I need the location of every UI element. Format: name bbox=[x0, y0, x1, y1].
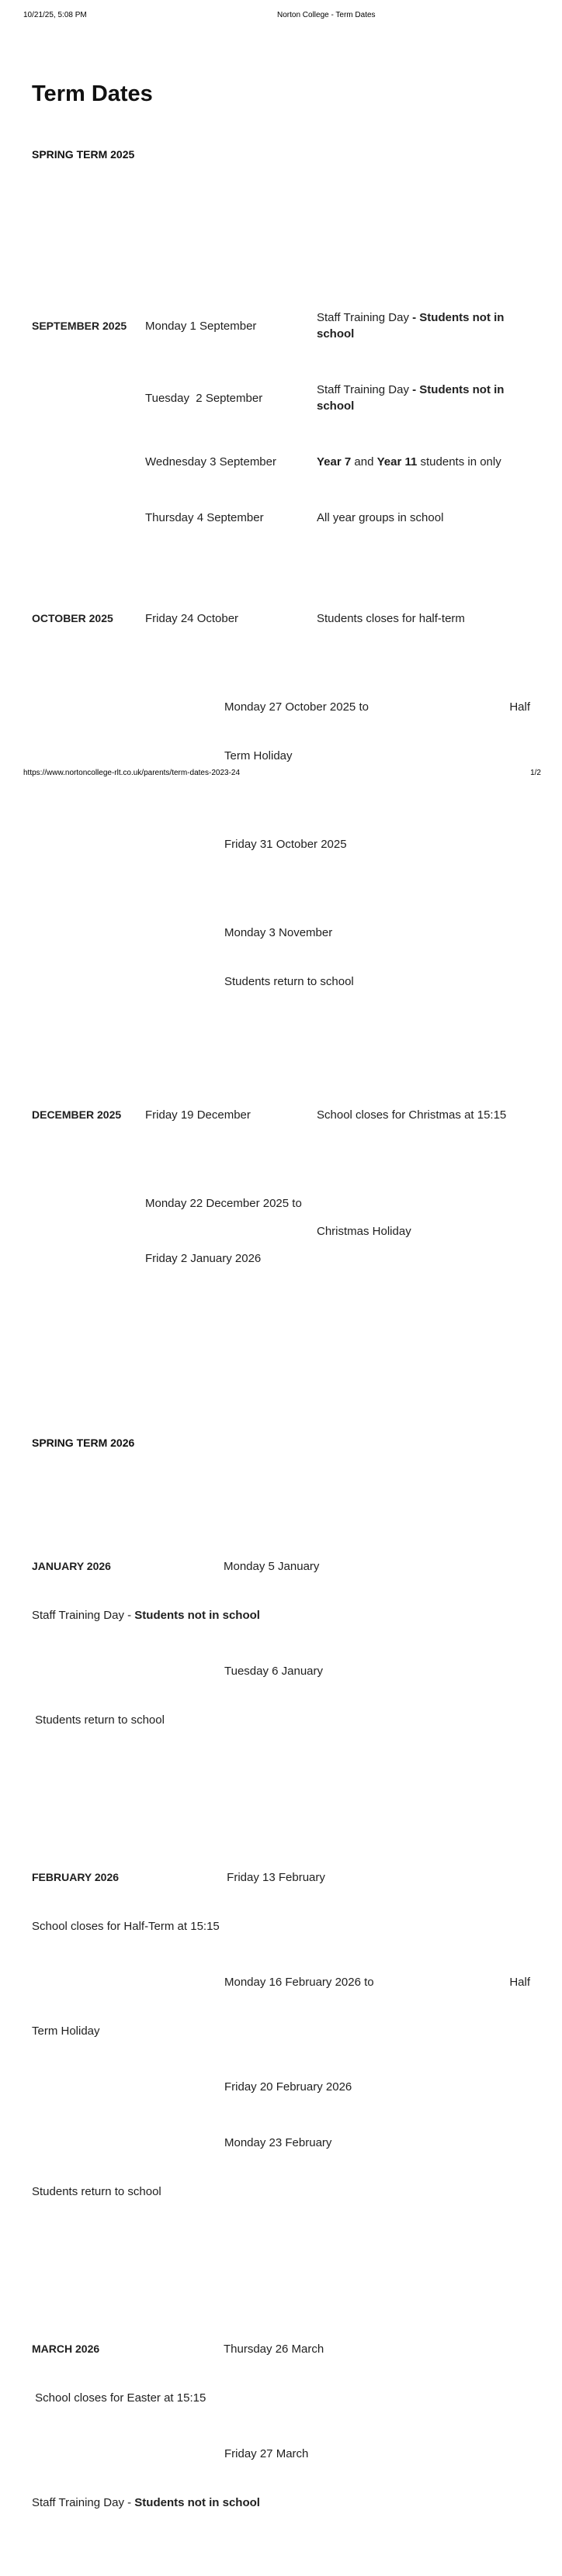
page-number: 1/2 bbox=[530, 769, 541, 777]
print-footer bbox=[23, 769, 541, 778]
month-day-line bbox=[32, 2341, 530, 2357]
desc-text-bold: - Students not in school bbox=[317, 311, 508, 341]
month-label-december: DECEMBER 2025 bbox=[32, 1108, 122, 1121]
table-row bbox=[32, 1107, 530, 1123]
desc-text-bold: - Students not in school bbox=[317, 383, 508, 413]
print-doc-title: Norton College - Term Dates bbox=[277, 11, 376, 19]
spring-term-2026-heading: SPRING TERM 2026 bbox=[32, 1437, 135, 1449]
print-timestamp: 10/21/25, 5:08 PM bbox=[23, 11, 87, 19]
month-label-february: FEBRUARY 2026 bbox=[32, 1871, 120, 1883]
term-holiday-text: Term Holiday bbox=[224, 749, 293, 762]
date-range-text: Monday 27 October 2025 to bbox=[224, 700, 369, 714]
table-row bbox=[32, 309, 530, 342]
month-label-september: SEPTEMBER 2025 bbox=[32, 319, 127, 332]
date-line: Friday 27 March bbox=[224, 2447, 309, 2460]
month-day-line bbox=[32, 1869, 530, 1886]
note-line: Students return to school bbox=[32, 1713, 165, 1727]
date-cell: Friday 19 December bbox=[145, 1108, 251, 1122]
date-cell: Tuesday 2 September bbox=[145, 391, 263, 405]
date-cell: Thursday 4 September bbox=[145, 511, 264, 524]
term-holiday-text: Term Holiday bbox=[32, 2024, 100, 2038]
return-block bbox=[224, 892, 530, 1022]
description-cell bbox=[317, 382, 530, 414]
date-cell: Friday 24 October bbox=[145, 612, 239, 625]
month-day-line bbox=[32, 1558, 530, 1575]
page-title: Term Dates bbox=[32, 81, 153, 106]
march-section bbox=[32, 2308, 530, 2543]
note-text-bold: Students not in school bbox=[134, 1609, 260, 1622]
desc-text: students in only bbox=[417, 455, 501, 469]
month-label-march: MARCH 2026 bbox=[32, 2343, 100, 2355]
date-line: Friday 20 February 2026 bbox=[224, 2080, 352, 2094]
table-row bbox=[32, 1163, 530, 1299]
half-word: Half bbox=[509, 700, 530, 714]
date-range-text: Monday 16 February 2026 to bbox=[224, 1976, 374, 1989]
document-body bbox=[32, 33, 530, 2576]
description-cell: Students closes for half-term bbox=[317, 612, 465, 625]
desc-text-bold: Year 7 bbox=[317, 455, 352, 469]
date-line: Tuesday 6 January bbox=[224, 1665, 324, 1678]
print-url: https://www.nortoncollege-rlt.co.uk/parents/term-dates-2023-24 bbox=[23, 769, 241, 777]
description-cell: All year groups in school bbox=[317, 511, 444, 524]
note-line: Students return to school bbox=[32, 2185, 161, 2198]
month-label-october: OCTOBER 2025 bbox=[32, 612, 113, 624]
date-text: Friday 13 February bbox=[224, 1871, 325, 1884]
desc-text: Staff Training Day bbox=[317, 311, 413, 324]
note-text-bold: Students not in school bbox=[134, 2496, 260, 2509]
date-from: Monday 22 December 2025 to bbox=[145, 1197, 302, 1210]
note-line: School closes for Easter at 15:15 bbox=[32, 2391, 206, 2405]
half-term-line bbox=[224, 699, 530, 715]
description-cell: Christmas Holiday bbox=[317, 1224, 411, 1238]
table-row bbox=[32, 454, 530, 470]
note-line bbox=[32, 1607, 530, 1623]
note-line bbox=[32, 2495, 530, 2511]
date-line: Friday 31 October 2025 bbox=[224, 838, 347, 851]
january-section bbox=[32, 1526, 530, 1761]
description-cell bbox=[317, 309, 530, 342]
table-row bbox=[32, 382, 530, 414]
desc-text: Staff Training Day bbox=[317, 383, 413, 396]
note-text: Staff Training Day - bbox=[32, 1609, 135, 1622]
table-row bbox=[32, 610, 530, 627]
print-header bbox=[23, 11, 541, 21]
date-cell: Wednesday 3 September bbox=[145, 455, 276, 469]
table-row bbox=[32, 510, 530, 526]
date-range-cell bbox=[145, 1163, 317, 1299]
february-section bbox=[32, 1837, 530, 2232]
desc-text: and bbox=[351, 455, 377, 469]
date-text: Thursday 26 March bbox=[224, 2343, 324, 2356]
note-text: Staff Training Day - bbox=[32, 2496, 135, 2509]
description-cell bbox=[317, 454, 530, 470]
date-to: Friday 2 January 2026 bbox=[145, 1252, 262, 1265]
half-word: Half bbox=[509, 1976, 530, 1989]
date-text: Monday 3 November bbox=[224, 926, 333, 939]
month-label-january: JANUARY 2026 bbox=[32, 1560, 111, 1572]
note-line: School closes for Half-Term at 15:15 bbox=[32, 1920, 220, 1933]
return-text: Students return to school bbox=[224, 975, 354, 988]
spring-term-2025-heading: SPRING TERM 2025 bbox=[32, 148, 135, 161]
description-cell: School closes for Christmas at 15:15 bbox=[317, 1108, 507, 1122]
date-text: Monday 5 January bbox=[224, 1560, 320, 1573]
term-dates-table bbox=[32, 244, 530, 1339]
date-cell: Monday 1 September bbox=[145, 319, 257, 333]
half-term-line bbox=[32, 1974, 530, 1990]
desc-text-bold: Year 11 bbox=[376, 455, 418, 469]
date-line: Monday 23 February bbox=[224, 2136, 332, 2149]
